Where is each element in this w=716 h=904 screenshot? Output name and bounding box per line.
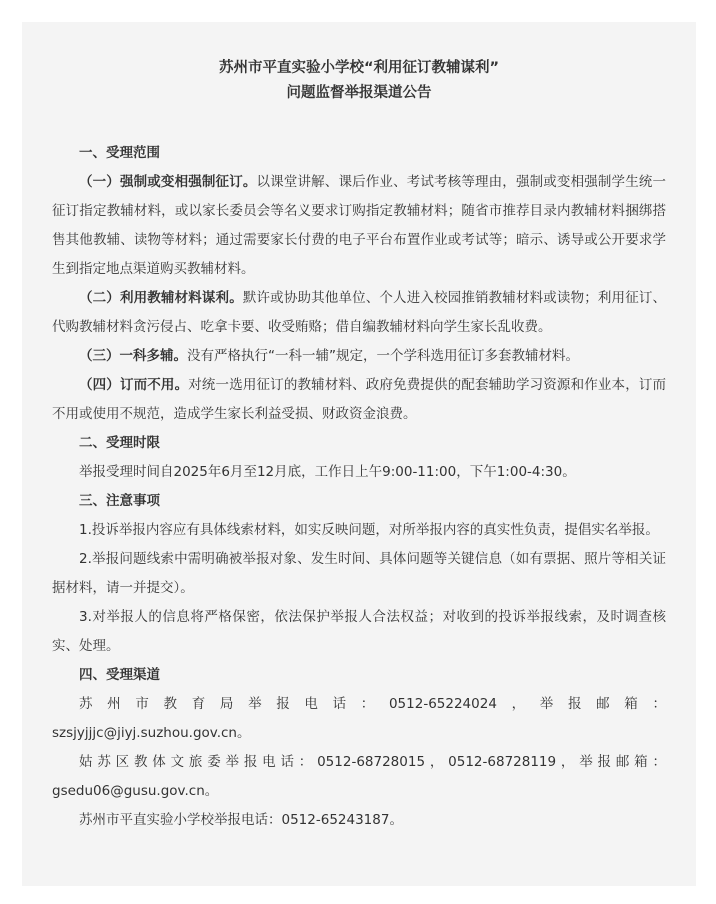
scope-item-3-text: 没有严格执行“一科一辅”规定，一个学科选用征订多套教辅材料。 xyxy=(187,348,579,364)
scope-item-2 xyxy=(52,284,666,342)
announcement-body xyxy=(52,139,666,835)
note-item-2: 2.举报问题线索中需明确被举报对象、发生时间、具体问题等关键信息（如有票据、照片等相关证据材料，请一并提交）。 xyxy=(52,551,666,596)
channel-1-email: szsjyjjjc@jiyj.suzhou.gov.cn。 xyxy=(52,725,251,741)
title-line-2: 问题监督举报渠道公告 xyxy=(286,85,432,101)
scope-item-3-lead: （三）一科多辅。 xyxy=(79,348,187,364)
channel-3-line-1: 苏州市平直实验小学校举报电话：0512-65243187。 xyxy=(79,812,403,828)
note-item-3: 3.对举报人的信息将严格保密，依法保护举报人合法权益；对收到的投诉举报线索，及时调查核实、处理。 xyxy=(52,609,666,654)
scope-item-3 xyxy=(52,342,666,371)
channel-2-email: gsedu06@gusu.gov.cn。 xyxy=(52,783,219,799)
scope-item-1-text: 以课堂讲解、课后作业、考试考核等理由，强制或变相强制学生统一征订指定教辅材料，或以家长委员会等名义要求订购指定教辅材料；随省市推荐目录内教辅材料捆绑搭售其他教辅、读物等材料；通过需要家长付费的电子平台布置作业或考试等；暗示、诱导或公开要求学生到指定地点渠道购买教辅材料。 xyxy=(52,174,667,277)
title-line-1: 苏州市平直实验小学校“利用征订教辅谋利” xyxy=(218,60,500,76)
announcement-card xyxy=(22,22,696,886)
section-heading-time: 二、受理时限 xyxy=(79,435,160,451)
section-heading-notes: 三、注意事项 xyxy=(79,493,160,509)
time-limit-text: 举报受理时间自2025年6月至12月底，工作日上午9:00-11:00，下午1:00-4:30。 xyxy=(79,464,576,480)
scope-item-4 xyxy=(52,371,666,429)
scope-item-2-lead: （二）利用教辅材料谋利。 xyxy=(79,290,243,306)
section-heading-channels: 四、受理渠道 xyxy=(79,667,160,683)
channel-2-line-1: 姑苏区教体文旅委举报电话：0512-68728015，0512-68728119，举报邮箱： xyxy=(79,754,666,770)
section-heading-scope: 一、受理范围 xyxy=(79,145,160,161)
scope-item-2-text: 默许或协助其他单位、个人进入校园推销教辅材料或读物；利用征订、代购教辅材料贪污侵占、吃拿卡要、收受贿赂；借自编教辅材料向学生家长乱收费。 xyxy=(52,290,667,335)
channel-1-line-1: 苏州市教育局举报电话：0512-65224024，举报邮箱： xyxy=(79,696,666,712)
scope-item-4-lead: （四）订而不用。 xyxy=(79,377,189,393)
announcement-title xyxy=(52,56,666,106)
scope-item-1-lead: （一）强制或变相强制征订。 xyxy=(79,174,257,190)
scope-item-1 xyxy=(52,168,666,284)
scope-item-4-text: 对统一选用征订的教辅材料、政府免费提供的配套辅助学习资源和作业本，订而不用或使用不规范，造成学生家长利益受损、财政资金浪费。 xyxy=(52,377,667,422)
note-item-1: 1.投诉举报内容应有具体线索材料，如实反映问题，对所举报内容的真实性负责，提倡实名举报。 xyxy=(79,522,659,538)
